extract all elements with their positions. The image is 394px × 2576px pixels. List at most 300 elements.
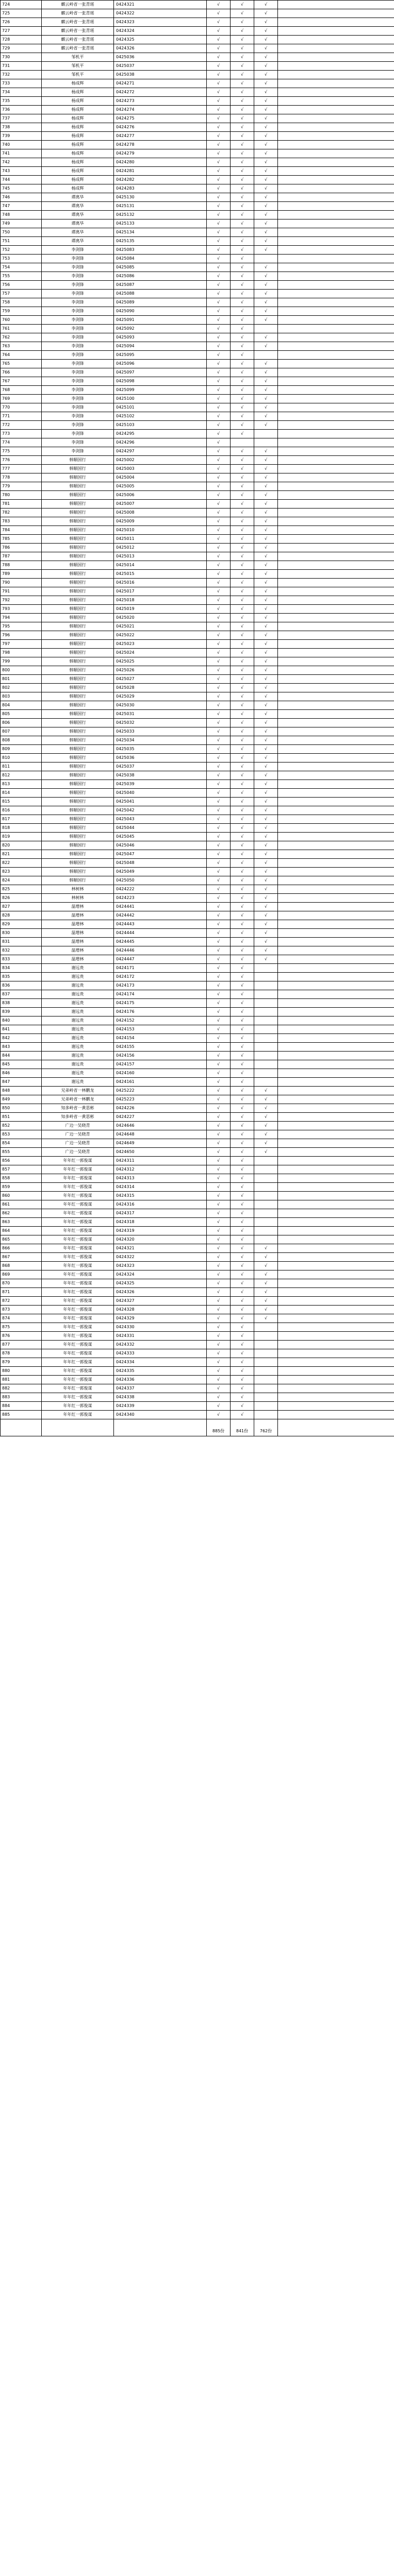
row-number-cell: 820 xyxy=(1,841,42,850)
check-cell-3: √ xyxy=(254,824,278,833)
row-number-cell: 883 xyxy=(1,1393,42,1402)
check-cell-2: √ xyxy=(231,1069,254,1078)
code-cell: 0425027 xyxy=(114,675,207,684)
name-cell: 广边一吴晓青 xyxy=(42,1122,114,1130)
name-cell: 韩顺国行 xyxy=(42,491,114,500)
code-cell: 0425024 xyxy=(114,649,207,657)
blank-cell xyxy=(278,631,394,640)
row-number-cell: 816 xyxy=(1,806,42,815)
row-number-cell: 831 xyxy=(1,938,42,946)
name-cell: 李剑锋 xyxy=(42,316,114,325)
total-count-2: 841份 xyxy=(231,1419,254,1436)
check-cell-2: √ xyxy=(231,1139,254,1148)
table-row xyxy=(1,106,394,114)
table-row xyxy=(1,403,394,412)
row-number-cell: 740 xyxy=(1,141,42,149)
check-cell-1: √ xyxy=(207,1078,231,1087)
table-row xyxy=(1,167,394,176)
check-cell-1: √ xyxy=(207,114,231,123)
blank-cell xyxy=(278,824,394,833)
name-cell: 韩顺国行 xyxy=(42,719,114,727)
name-cell: 李剑锋 xyxy=(42,430,114,438)
check-cell-1: √ xyxy=(207,929,231,938)
row-number-cell: 821 xyxy=(1,850,42,859)
name-cell: 年年红一郭俊谋 xyxy=(42,1262,114,1270)
table-row xyxy=(1,1069,394,1078)
table-row xyxy=(1,1025,394,1034)
check-cell-1: √ xyxy=(207,535,231,544)
name-cell: 韩顺国行 xyxy=(42,517,114,526)
check-cell-2: √ xyxy=(231,771,254,780)
row-number-cell: 842 xyxy=(1,1034,42,1043)
check-cell-2: √ xyxy=(231,421,254,430)
blank-cell xyxy=(278,1043,394,1052)
check-cell-2: √ xyxy=(231,955,254,964)
table-row xyxy=(1,202,394,211)
blank-cell xyxy=(278,946,394,955)
row-number-cell: 798 xyxy=(1,649,42,657)
check-cell-1: √ xyxy=(207,999,231,1008)
check-cell-3: √ xyxy=(254,859,278,868)
name-cell: 年年红一郭俊谋 xyxy=(42,1411,114,1419)
check-cell-2: √ xyxy=(231,1341,254,1349)
blank-cell xyxy=(278,841,394,850)
check-cell-3 xyxy=(254,1358,278,1367)
row-number-cell: 877 xyxy=(1,1341,42,1349)
row-number-cell: 838 xyxy=(1,999,42,1008)
code-cell: 0424447 xyxy=(114,955,207,964)
check-cell-3: √ xyxy=(254,946,278,955)
table-row xyxy=(1,465,394,473)
name-cell: 李剑锋 xyxy=(42,447,114,456)
table-row xyxy=(1,868,394,876)
check-cell-3 xyxy=(254,1235,278,1244)
code-cell: 0424340 xyxy=(114,1411,207,1419)
row-number-cell: 807 xyxy=(1,727,42,736)
check-cell-2: √ xyxy=(231,263,254,272)
check-cell-3 xyxy=(254,981,278,990)
row-number-cell: 867 xyxy=(1,1253,42,1262)
check-cell-3: √ xyxy=(254,885,278,894)
name-cell: 年年红一郭俊谋 xyxy=(42,1183,114,1192)
check-cell-2: √ xyxy=(231,894,254,903)
check-cell-1: √ xyxy=(207,1183,231,1192)
row-number-cell: 826 xyxy=(1,894,42,903)
blank-cell xyxy=(278,1078,394,1087)
check-cell-1: √ xyxy=(207,1288,231,1297)
table-row xyxy=(1,184,394,193)
check-cell-1: √ xyxy=(207,640,231,649)
row-number-cell: 724 xyxy=(1,1,42,9)
check-cell-3 xyxy=(254,1323,278,1332)
check-cell-1: √ xyxy=(207,946,231,955)
table-row xyxy=(1,1052,394,1060)
check-cell-3: √ xyxy=(254,675,278,684)
row-number-cell: 734 xyxy=(1,88,42,97)
name-cell: 韩顺国行 xyxy=(42,859,114,868)
check-cell-2: √ xyxy=(231,946,254,955)
row-number-cell: 760 xyxy=(1,316,42,325)
code-cell: 0425037 xyxy=(114,762,207,771)
table-row xyxy=(1,211,394,219)
check-cell-1: √ xyxy=(207,1235,231,1244)
check-cell-3: √ xyxy=(254,929,278,938)
table-row xyxy=(1,1288,394,1297)
check-cell-3: √ xyxy=(254,184,278,193)
name-cell: 李剑锋 xyxy=(42,246,114,255)
blank-cell xyxy=(278,1034,394,1043)
check-cell-2: √ xyxy=(231,237,254,246)
name-cell: 年年红一郭俊谋 xyxy=(42,1341,114,1349)
name-cell: 韩顺国行 xyxy=(42,736,114,745)
blank-cell xyxy=(278,1306,394,1314)
blank-cell xyxy=(278,552,394,561)
check-cell-3: √ xyxy=(254,149,278,158)
table-row xyxy=(1,544,394,552)
blank-cell xyxy=(278,141,394,149)
check-cell-2: √ xyxy=(231,1113,254,1122)
check-cell-2: √ xyxy=(231,1122,254,1130)
check-cell-2: √ xyxy=(231,1323,254,1332)
check-cell-3: √ xyxy=(254,649,278,657)
check-cell-2: √ xyxy=(231,176,254,184)
blank-cell xyxy=(278,885,394,894)
name-cell: 李剑锋 xyxy=(42,272,114,281)
row-number-cell: 755 xyxy=(1,272,42,281)
table-row xyxy=(1,1200,394,1209)
row-number-cell: 824 xyxy=(1,876,42,885)
row-number-cell: 783 xyxy=(1,517,42,526)
check-cell-2: √ xyxy=(231,360,254,368)
blank-cell xyxy=(278,1349,394,1358)
code-cell: 0424326 xyxy=(114,1288,207,1297)
table-row xyxy=(1,981,394,990)
name-cell: 谢远贵 xyxy=(42,964,114,973)
blank-cell xyxy=(278,1270,394,1279)
check-cell-1: √ xyxy=(207,97,231,106)
code-cell: 0424446 xyxy=(114,946,207,955)
check-cell-3: √ xyxy=(254,1095,278,1104)
name-cell: 韩顺国行 xyxy=(42,815,114,824)
table-row xyxy=(1,1358,394,1367)
table-row xyxy=(1,526,394,535)
check-cell-2: √ xyxy=(231,377,254,386)
check-cell-2: √ xyxy=(231,675,254,684)
code-cell: 0424174 xyxy=(114,990,207,999)
table-row xyxy=(1,798,394,806)
table-row xyxy=(1,473,394,482)
check-cell-2: √ xyxy=(231,964,254,973)
blank-cell xyxy=(278,657,394,666)
name-cell: 韩顺国行 xyxy=(42,500,114,509)
table-row xyxy=(1,885,394,894)
table-row xyxy=(1,631,394,640)
table-row xyxy=(1,1384,394,1393)
blank-cell xyxy=(278,911,394,920)
name-cell: 杨成辉 xyxy=(42,79,114,88)
table-row xyxy=(1,1174,394,1183)
name-cell: 韩顺国行 xyxy=(42,473,114,482)
row-number-cell: 782 xyxy=(1,509,42,517)
table-row xyxy=(1,1016,394,1025)
name-cell: 麒云岭省一张青瑶 xyxy=(42,18,114,27)
check-cell-1: √ xyxy=(207,1157,231,1165)
row-number-cell: 849 xyxy=(1,1095,42,1104)
blank-cell xyxy=(278,360,394,368)
code-cell: 0424321 xyxy=(114,1244,207,1253)
code-cell: 0425040 xyxy=(114,789,207,798)
code-cell: 0424154 xyxy=(114,1034,207,1043)
table-row xyxy=(1,1130,394,1139)
name-cell: 林树林 xyxy=(42,894,114,903)
check-cell-1: √ xyxy=(207,657,231,666)
check-cell-1: √ xyxy=(207,1358,231,1367)
check-cell-2: √ xyxy=(231,762,254,771)
table-row xyxy=(1,228,394,237)
blank-cell xyxy=(278,1402,394,1411)
check-cell-1: √ xyxy=(207,1104,231,1113)
check-cell-1: √ xyxy=(207,815,231,824)
blank-cell xyxy=(278,167,394,176)
table-row xyxy=(1,386,394,395)
check-cell-1: √ xyxy=(207,316,231,325)
table-row xyxy=(1,719,394,727)
row-number-cell: 781 xyxy=(1,500,42,509)
check-cell-2: √ xyxy=(231,386,254,395)
check-cell-1: √ xyxy=(207,1113,231,1122)
row-number-cell: 859 xyxy=(1,1183,42,1192)
blank-cell xyxy=(278,465,394,473)
name-cell: 李剑锋 xyxy=(42,395,114,403)
blank-cell xyxy=(278,771,394,780)
check-cell-3 xyxy=(254,1034,278,1043)
name-cell: 年年红一郭俊谋 xyxy=(42,1349,114,1358)
code-cell: 0425029 xyxy=(114,692,207,701)
table-row xyxy=(1,973,394,981)
row-number-cell: 844 xyxy=(1,1052,42,1060)
check-cell-2: √ xyxy=(231,1288,254,1297)
code-cell: 0425013 xyxy=(114,552,207,561)
check-cell-3 xyxy=(254,1025,278,1034)
name-cell: 杨成辉 xyxy=(42,141,114,149)
code-cell: 0424274 xyxy=(114,106,207,114)
check-cell-2: √ xyxy=(231,1174,254,1183)
check-cell-1: √ xyxy=(207,1297,231,1306)
table-row xyxy=(1,9,394,18)
name-cell: 谢远贵 xyxy=(42,1025,114,1034)
check-cell-3 xyxy=(254,1384,278,1393)
name-cell: 韩顺国行 xyxy=(42,675,114,684)
check-cell-2: √ xyxy=(231,1306,254,1314)
code-cell: 0425089 xyxy=(114,298,207,307)
code-cell: 0424333 xyxy=(114,1349,207,1358)
blank-cell xyxy=(278,184,394,193)
table-row xyxy=(1,587,394,596)
table-row xyxy=(1,1411,394,1419)
check-cell-2: √ xyxy=(231,1244,254,1253)
name-cell: 年年红一郭俊谋 xyxy=(42,1270,114,1279)
code-cell: 0425019 xyxy=(114,605,207,614)
name-cell: 韩顺国行 xyxy=(42,841,114,850)
table-row xyxy=(1,894,394,903)
check-cell-1: √ xyxy=(207,53,231,62)
blank-cell xyxy=(278,806,394,815)
check-cell-1: √ xyxy=(207,456,231,465)
table-row xyxy=(1,482,394,491)
name-cell: 林树林 xyxy=(42,885,114,894)
blank-cell xyxy=(278,964,394,973)
row-number-cell: 837 xyxy=(1,990,42,999)
check-cell-2: √ xyxy=(231,333,254,342)
row-number-cell: 794 xyxy=(1,614,42,622)
check-cell-1: √ xyxy=(207,605,231,614)
name-cell: 韩顺国行 xyxy=(42,780,114,789)
check-cell-2: √ xyxy=(231,640,254,649)
name-cell: 谭离华 xyxy=(42,193,114,202)
row-number-cell: 785 xyxy=(1,535,42,544)
check-cell-2: √ xyxy=(231,692,254,701)
table-row xyxy=(1,570,394,579)
table-row xyxy=(1,1279,394,1288)
check-cell-3: √ xyxy=(254,579,278,587)
check-cell-1: √ xyxy=(207,903,231,911)
check-cell-2: √ xyxy=(231,193,254,202)
row-number-cell: 761 xyxy=(1,325,42,333)
table-row xyxy=(1,1244,394,1253)
check-cell-2: √ xyxy=(231,1148,254,1157)
code-cell: 0425020 xyxy=(114,614,207,622)
name-cell: 李剑锋 xyxy=(42,360,114,368)
code-cell: 0424322 xyxy=(114,1253,207,1262)
name-cell: 韩顺国行 xyxy=(42,631,114,640)
code-cell: 0425045 xyxy=(114,833,207,841)
check-cell-3: √ xyxy=(254,1244,278,1253)
blank-cell xyxy=(278,859,394,868)
row-number-cell: 833 xyxy=(1,955,42,964)
row-number-cell: 809 xyxy=(1,745,42,754)
table-row xyxy=(1,27,394,36)
row-number-cell: 744 xyxy=(1,176,42,184)
check-cell-1: √ xyxy=(207,544,231,552)
row-number-cell: 757 xyxy=(1,290,42,298)
blank-cell xyxy=(278,53,394,62)
row-number-cell: 732 xyxy=(1,71,42,79)
check-cell-1: √ xyxy=(207,176,231,184)
blank-cell xyxy=(278,1367,394,1376)
row-number-cell: 835 xyxy=(1,973,42,981)
code-cell: 0425021 xyxy=(114,622,207,631)
name-cell: 兄弟岭省一林鹏龙 xyxy=(42,1095,114,1104)
name-cell: 年年红一郭俊谋 xyxy=(42,1332,114,1341)
check-cell-1: √ xyxy=(207,62,231,71)
check-cell-1: √ xyxy=(207,395,231,403)
name-cell: 谭离华 xyxy=(42,237,114,246)
check-cell-3: √ xyxy=(254,263,278,272)
blank-cell xyxy=(278,482,394,491)
table-row xyxy=(1,692,394,701)
row-number-cell: 871 xyxy=(1,1288,42,1297)
code-cell: 0424445 xyxy=(114,938,207,946)
blank-cell xyxy=(278,736,394,745)
blank-cell xyxy=(278,1332,394,1341)
name-cell: 麒云岭省一张青瑶 xyxy=(42,9,114,18)
table-row xyxy=(1,123,394,132)
check-cell-3: √ xyxy=(254,27,278,36)
blank-cell xyxy=(278,727,394,736)
blank-cell xyxy=(278,1087,394,1095)
check-cell-3: √ xyxy=(254,736,278,745)
code-cell: 0425030 xyxy=(114,701,207,710)
blank-cell xyxy=(278,123,394,132)
blank-cell xyxy=(278,1016,394,1025)
code-cell: 0424161 xyxy=(114,1078,207,1087)
check-cell-1: √ xyxy=(207,1402,231,1411)
check-cell-1: √ xyxy=(207,88,231,97)
check-cell-2: √ xyxy=(231,1358,254,1367)
blank-cell xyxy=(278,692,394,701)
blank-cell xyxy=(278,491,394,500)
code-cell: 0424272 xyxy=(114,88,207,97)
check-cell-2: √ xyxy=(231,62,254,71)
row-number-cell: 774 xyxy=(1,438,42,447)
check-cell-2: √ xyxy=(231,1262,254,1270)
code-cell: 0425088 xyxy=(114,290,207,298)
check-cell-3: √ xyxy=(254,360,278,368)
check-cell-1: √ xyxy=(207,710,231,719)
table-row xyxy=(1,649,394,657)
check-cell-1: √ xyxy=(207,158,231,167)
name-cell: 韩顺国行 xyxy=(42,710,114,719)
code-cell: 0424646 xyxy=(114,1122,207,1130)
blank-cell xyxy=(278,710,394,719)
table-row xyxy=(1,806,394,815)
code-cell: 0424295 xyxy=(114,430,207,438)
table-row xyxy=(1,281,394,290)
check-cell-3: √ xyxy=(254,920,278,929)
check-cell-1: √ xyxy=(207,1200,231,1209)
check-cell-1: √ xyxy=(207,298,231,307)
check-cell-3: √ xyxy=(254,727,278,736)
blank-cell xyxy=(278,561,394,570)
blank-cell xyxy=(278,1174,394,1183)
row-number-cell: 866 xyxy=(1,1244,42,1253)
check-cell-3: √ xyxy=(254,657,278,666)
blank-cell xyxy=(278,1052,394,1060)
check-cell-2: √ xyxy=(231,850,254,859)
totals-row xyxy=(1,1419,394,1436)
row-number-cell: 806 xyxy=(1,719,42,727)
check-cell-1: √ xyxy=(207,141,231,149)
name-cell: 李剑锋 xyxy=(42,290,114,298)
row-number-cell: 804 xyxy=(1,701,42,710)
check-cell-2: √ xyxy=(231,53,254,62)
check-cell-1: √ xyxy=(207,579,231,587)
check-cell-1: √ xyxy=(207,1192,231,1200)
name-cell: 韩顺国行 xyxy=(42,666,114,675)
name-cell: 年年红一郭俊谋 xyxy=(42,1367,114,1376)
totals-empty-cell xyxy=(42,1419,114,1436)
check-cell-2: √ xyxy=(231,1034,254,1043)
blank-cell xyxy=(278,71,394,79)
table-row xyxy=(1,62,394,71)
code-cell: 0424329 xyxy=(114,1314,207,1323)
code-cell: 0424328 xyxy=(114,1306,207,1314)
row-number-cell: 762 xyxy=(1,333,42,342)
blank-cell xyxy=(278,1253,394,1262)
row-number-cell: 745 xyxy=(1,184,42,193)
table-row xyxy=(1,911,394,920)
code-cell: 0424325 xyxy=(114,36,207,44)
